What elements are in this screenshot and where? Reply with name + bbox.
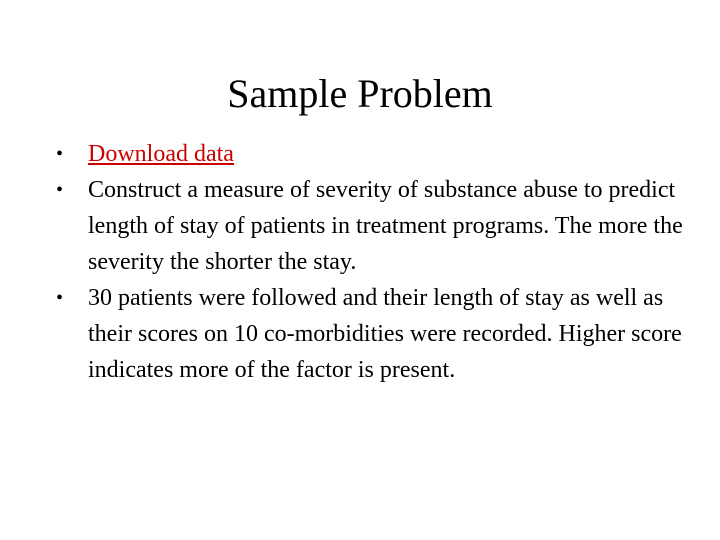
bullet-item-download xyxy=(56,136,688,172)
bullet-text: Construct a measure of severity of substance abuse to predict length of stay of patients in treatment programs. The more the severity the shorter the stay. xyxy=(88,177,683,275)
bullet-icon: • xyxy=(56,143,64,165)
bullet-text: 30 patients were followed and their length of stay as well as their scores on 10 co-morbidities were recorded. Higher score indicates more of the factor is present. xyxy=(88,285,682,383)
bullet-icon: • xyxy=(56,287,64,309)
bullet-item-construct xyxy=(56,172,688,280)
bullet-item-patients xyxy=(56,280,688,388)
download-data-link[interactable]: Download data xyxy=(88,141,234,167)
bullet-icon: • xyxy=(56,179,64,201)
slide-title: Sample Problem xyxy=(227,71,493,116)
bullet-list xyxy=(56,136,688,388)
